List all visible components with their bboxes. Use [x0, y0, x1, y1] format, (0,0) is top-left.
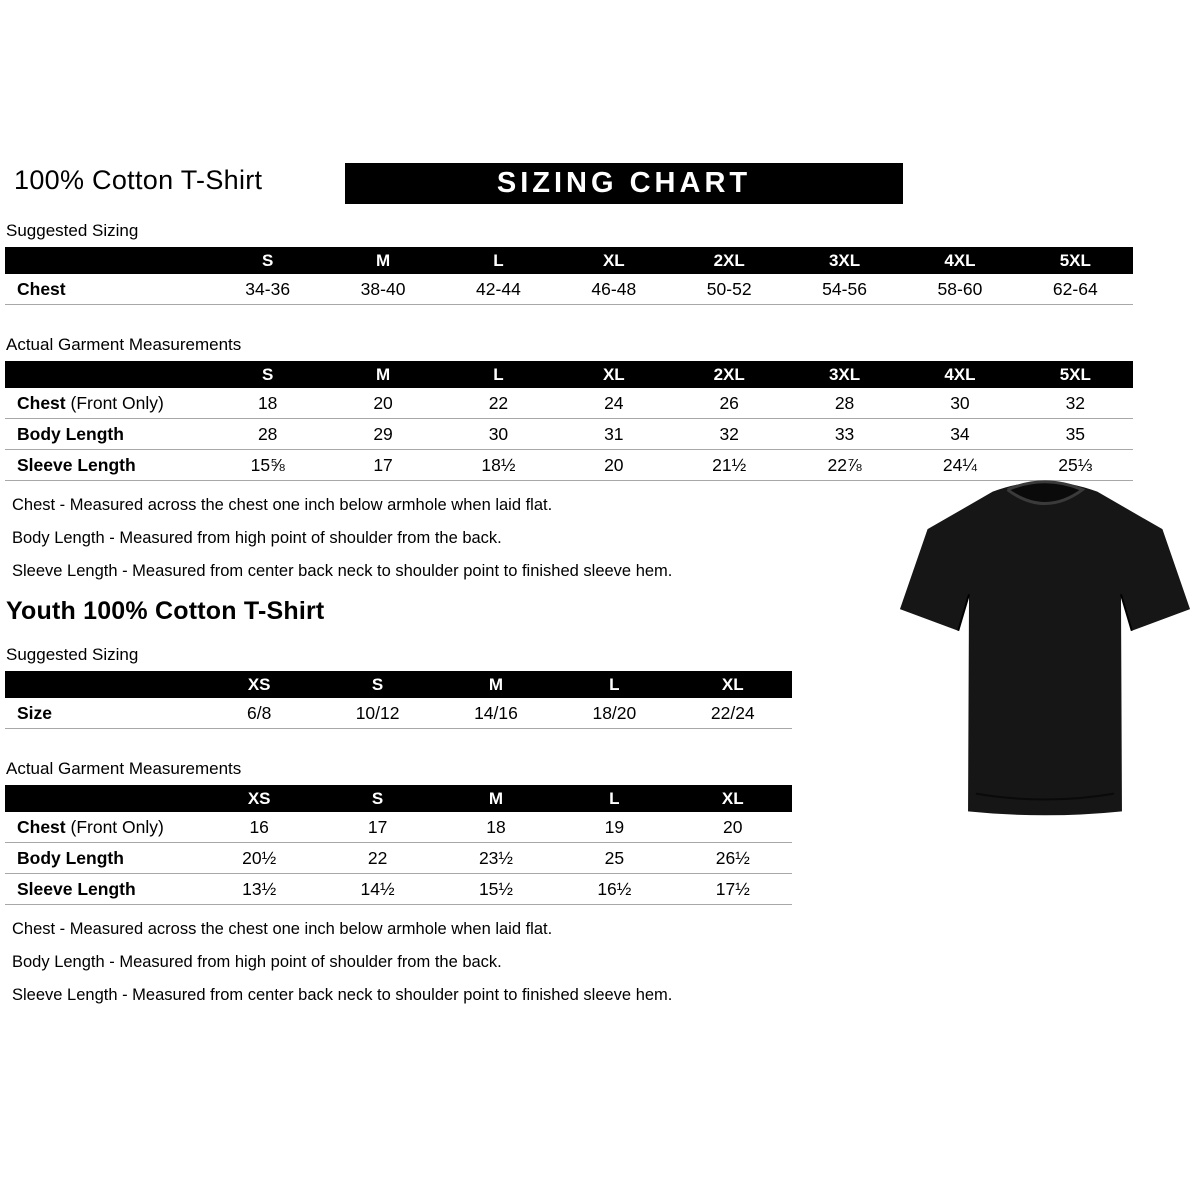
measurement-value: 18 [437, 812, 555, 843]
measurement-value: 25 [555, 843, 673, 874]
note-sleeve-length: Sleeve Length - Measured from center back neck to shoulder point to finished sleeve hem. [12, 562, 673, 580]
measurement-value: 30 [902, 388, 1017, 419]
measurement-value: 23½ [437, 843, 555, 874]
row-label: Chest (Front Only) [5, 812, 200, 843]
youth-suggested-sizing-label: Suggested Sizing [6, 645, 139, 664]
measurement-value: 25⅓ [1018, 450, 1133, 481]
measurement-value: 16½ [555, 874, 673, 905]
measurement-value: 6/8 [200, 698, 318, 729]
measurement-value: 50-52 [672, 274, 787, 305]
table-header-corner [5, 785, 200, 812]
size-column-header: L [441, 247, 556, 274]
measurement-value: 34 [902, 419, 1017, 450]
size-column-header: XL [556, 361, 671, 388]
size-column-header: S [318, 671, 436, 698]
youth-actual-measurements-label: Actual Garment Measurements [6, 759, 242, 778]
note-chest: Chest - Measured across the chest one inch below armhole when laid flat. [12, 920, 553, 938]
measurement-value: 13½ [200, 874, 318, 905]
note-body-length: Body Length - Measured from high point of shoulder from the back. [12, 529, 502, 547]
measurement-value: 28 [210, 419, 325, 450]
size-column-header: XL [556, 247, 671, 274]
size-column-header: S [210, 361, 325, 388]
row-label: Body Length [5, 843, 200, 874]
measurement-value: 15⅝ [210, 450, 325, 481]
measurement-value: 14/16 [437, 698, 555, 729]
measurement-value: 28 [787, 388, 902, 419]
size-column-header: 3XL [787, 247, 902, 274]
measurement-value: 62-64 [1018, 274, 1133, 305]
measurement-value: 22 [441, 388, 556, 419]
size-column-header: 5XL [1018, 361, 1133, 388]
youth-suggested-sizing-table [5, 671, 792, 729]
row-label: Size [5, 698, 200, 729]
measurement-value: 32 [672, 419, 787, 450]
measurement-value: 10/12 [318, 698, 436, 729]
measurement-value: 32 [1018, 388, 1133, 419]
measurement-value: 26 [672, 388, 787, 419]
adult-suggested-sizing-label: Suggested Sizing [6, 221, 139, 240]
measurement-value: 22/24 [674, 698, 792, 729]
size-column-header: M [325, 361, 440, 388]
measurement-value: 20 [556, 450, 671, 481]
measurement-value: 29 [325, 419, 440, 450]
measurement-value: 20 [325, 388, 440, 419]
measurement-row [5, 419, 1133, 450]
measurement-value: 20½ [200, 843, 318, 874]
measurement-value: 22⅞ [787, 450, 902, 481]
row-label: Sleeve Length [5, 874, 200, 905]
measurement-row [5, 874, 792, 905]
measurement-value: 16 [200, 812, 318, 843]
size-column-header: 4XL [902, 247, 1017, 274]
measurement-value: 30 [441, 419, 556, 450]
measurement-value: 20 [674, 812, 792, 843]
measurement-value: 54-56 [787, 274, 902, 305]
black-tshirt-image [897, 466, 1193, 840]
adult-section-title: 100% Cotton T-Shirt [14, 165, 263, 195]
table-header-corner [5, 671, 200, 698]
size-column-header: M [437, 785, 555, 812]
size-column-header: S [210, 247, 325, 274]
measurement-value: 38-40 [325, 274, 440, 305]
measurement-value: 17½ [674, 874, 792, 905]
note-body-length: Body Length - Measured from high point of shoulder from the back. [12, 953, 502, 971]
youth-measurement-notes [5, 920, 1200, 1005]
measurement-value: 42-44 [441, 274, 556, 305]
measurement-value: 24 [556, 388, 671, 419]
size-column-header: L [555, 671, 673, 698]
measurement-value: 58-60 [902, 274, 1017, 305]
size-column-header: 4XL [902, 361, 1017, 388]
size-column-header: XS [200, 785, 318, 812]
measurement-value: 24¼ [902, 450, 1017, 481]
measurement-value: 22 [318, 843, 436, 874]
size-column-header: XL [674, 671, 792, 698]
size-column-header: L [555, 785, 673, 812]
measurement-value: 46-48 [556, 274, 671, 305]
measurement-value: 14½ [318, 874, 436, 905]
size-column-header: L [441, 361, 556, 388]
size-column-header: 2XL [672, 361, 787, 388]
youth-actual-measurements-table [5, 785, 792, 905]
measurement-value: 33 [787, 419, 902, 450]
measurement-value: 34-36 [210, 274, 325, 305]
measurement-value: 19 [555, 812, 673, 843]
sizing-chart-banner: SIZING CHART [345, 163, 903, 204]
measurement-value: 31 [556, 419, 671, 450]
measurement-value: 18 [210, 388, 325, 419]
row-label: Body Length [5, 419, 210, 450]
size-column-header: 5XL [1018, 247, 1133, 274]
note-sleeve-length: Sleeve Length - Measured from center back neck to shoulder point to finished sleeve hem. [12, 986, 673, 1004]
size-column-header: 2XL [672, 247, 787, 274]
row-label: Sleeve Length [5, 450, 210, 481]
tshirt-icon [897, 466, 1193, 840]
measurement-value: 18½ [441, 450, 556, 481]
table-header-corner [5, 247, 210, 274]
size-column-header: M [325, 247, 440, 274]
measurement-row [5, 388, 1133, 419]
measurement-value: 17 [318, 812, 436, 843]
table-header-corner [5, 361, 210, 388]
measurement-row [5, 812, 792, 843]
measurement-value: 21½ [672, 450, 787, 481]
size-column-header: S [318, 785, 436, 812]
measurement-value: 17 [325, 450, 440, 481]
measurement-value: 15½ [437, 874, 555, 905]
adult-actual-measurements-label: Actual Garment Measurements [6, 335, 242, 354]
size-column-header: 3XL [787, 361, 902, 388]
measurement-row [5, 274, 1133, 305]
measurement-row [5, 698, 792, 729]
measurement-value: 18/20 [555, 698, 673, 729]
size-column-header: XS [200, 671, 318, 698]
measurement-value: 35 [1018, 419, 1133, 450]
measurement-value: 26½ [674, 843, 792, 874]
youth-section-title: Youth 100% Cotton T-Shirt [6, 597, 325, 625]
row-label: Chest [5, 274, 210, 305]
row-label: Chest (Front Only) [5, 388, 210, 419]
measurement-row [5, 843, 792, 874]
page-header [5, 163, 1200, 207]
adult-suggested-sizing-table [5, 247, 1133, 305]
size-column-header: M [437, 671, 555, 698]
adult-actual-measurements-table [5, 361, 1133, 481]
size-column-header: XL [674, 785, 792, 812]
note-chest: Chest - Measured across the chest one inch below armhole when laid flat. [12, 496, 553, 514]
